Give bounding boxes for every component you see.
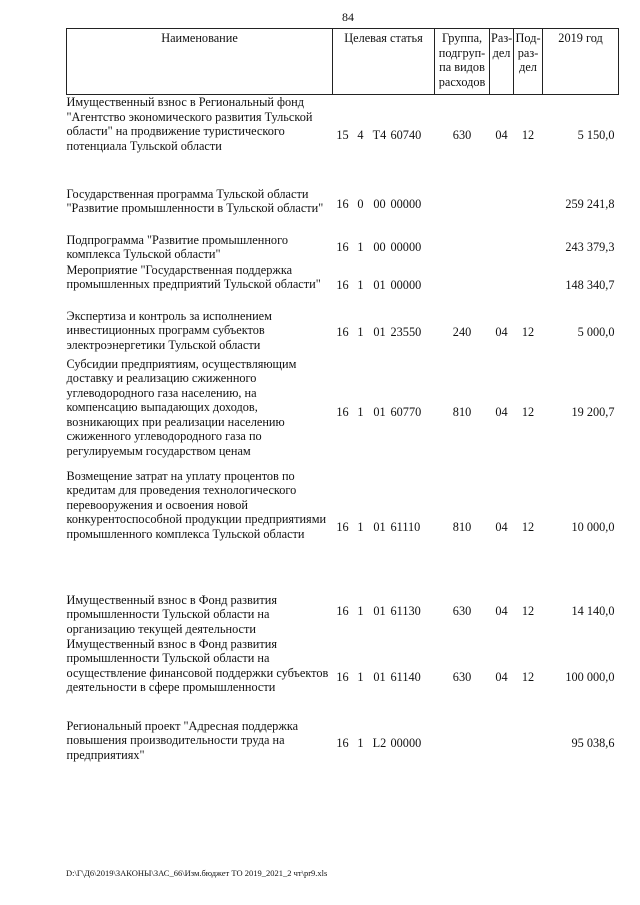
table-header-row bbox=[67, 29, 619, 95]
header-name: Наименование bbox=[67, 29, 333, 95]
row-group: 630 bbox=[452, 670, 472, 685]
row-amount: 14 140,0 bbox=[571, 604, 615, 619]
row-amount: 259 241,8 bbox=[565, 197, 615, 212]
row-code-d: 00000 bbox=[390, 240, 422, 255]
row-code-d: 60740 bbox=[390, 128, 422, 143]
row-code-a: 16 bbox=[336, 736, 349, 751]
row-code-c: 00 bbox=[373, 197, 386, 212]
row-name: Мероприятие "Государственная поддержка промышленных предприятий Тульской области" bbox=[66, 262, 321, 292]
row-amount: 5 000,0 bbox=[577, 325, 615, 340]
row-code-c: 01 bbox=[373, 520, 386, 535]
table-row bbox=[67, 263, 619, 309]
table-row bbox=[67, 719, 619, 769]
row-code-b: 1 bbox=[357, 670, 364, 685]
row-amount: 243 379,3 bbox=[565, 240, 615, 255]
row-subsection: 12 bbox=[521, 325, 535, 340]
row-subsection: 12 bbox=[521, 128, 535, 143]
row-name: Возмещение затрат на уплату процентов по кредитам для проведения технологического перевооружения и освоения новой конкурентоспособной продукции предприятиями промышленного комплекса Тульской области bbox=[66, 468, 327, 541]
table-row bbox=[67, 233, 619, 263]
header-target: Целевая статья bbox=[333, 29, 435, 95]
row-code-a: 16 bbox=[336, 520, 349, 535]
row-group bbox=[435, 233, 490, 263]
row-code-d: 23550 bbox=[390, 325, 422, 340]
row-name: Подпрограмма "Развитие промышленного комплекса Тульской области" bbox=[66, 232, 288, 262]
row-amount: 19 200,7 bbox=[571, 405, 615, 420]
row-code-b: 1 bbox=[357, 240, 364, 255]
row-name: Государственная программа Тульской области "Развитие промышленности в Тульской области" bbox=[66, 186, 324, 216]
row-code-a: 16 bbox=[336, 240, 349, 255]
row-code-d: 00000 bbox=[390, 736, 422, 751]
row-code-b: 1 bbox=[357, 604, 364, 619]
row-code-d: 00000 bbox=[390, 278, 422, 293]
row-section: 04 bbox=[495, 604, 508, 619]
row-code-b: 1 bbox=[357, 736, 364, 751]
row-amount: 100 000,0 bbox=[565, 670, 615, 685]
row-name: Региональный проект "Адресная поддержка повышения производительности труда на предприятиях" bbox=[66, 718, 299, 762]
row-subsection: 12 bbox=[521, 604, 535, 619]
row-code-b: 1 bbox=[357, 278, 364, 293]
row-group: 630 bbox=[452, 604, 472, 619]
row-subsection bbox=[514, 233, 543, 263]
row-code-a: 16 bbox=[336, 325, 349, 340]
row-code-d: 61130 bbox=[390, 604, 421, 619]
row-section: 04 bbox=[495, 405, 508, 420]
row-subsection bbox=[514, 263, 543, 309]
row-code-b: 1 bbox=[357, 405, 364, 420]
row-section: 04 bbox=[495, 670, 508, 685]
header-subsection: Под-раз-дел bbox=[514, 29, 543, 95]
table-row bbox=[67, 357, 619, 469]
table-row bbox=[67, 309, 619, 357]
row-subsection bbox=[514, 177, 543, 233]
row-section: 04 bbox=[495, 128, 508, 143]
row-code-c: 01 bbox=[373, 604, 386, 619]
row-code-a: 15 bbox=[336, 128, 349, 143]
row-code-c: 00 bbox=[373, 240, 386, 255]
row-name: Имущественный взнос в Фонд развития промышленности Тульской области на организацию текущей деятельности bbox=[66, 592, 277, 636]
row-code-b: 1 bbox=[357, 325, 364, 340]
row-amount: 5 150,0 bbox=[577, 128, 615, 143]
row-name: Экспертиза и контроль за исполнением инвестиционных программ субъектов электроэнергетики Тульской области bbox=[66, 308, 272, 352]
row-code-d: 00000 bbox=[390, 197, 422, 212]
row-code-a: 16 bbox=[336, 278, 349, 293]
row-group bbox=[435, 177, 490, 233]
row-code-a: 16 bbox=[336, 405, 349, 420]
row-group: 240 bbox=[452, 325, 472, 340]
row-subsection: 12 bbox=[521, 520, 535, 535]
budget-table bbox=[66, 28, 619, 769]
row-amount: 95 038,6 bbox=[571, 736, 615, 751]
row-name: Имущественный взнос в Фонд развития промышленности Тульской области на осуществление финансовой поддержки субъектов деятельности в сфере промышленности bbox=[66, 636, 329, 695]
row-group bbox=[435, 263, 490, 309]
row-amount: 10 000,0 bbox=[571, 520, 615, 535]
row-subsection bbox=[514, 719, 543, 769]
row-group bbox=[435, 719, 490, 769]
table-row bbox=[67, 587, 619, 637]
row-code-c: 01 bbox=[373, 278, 386, 293]
row-code-c: 01 bbox=[373, 670, 386, 685]
row-code-c: 01 bbox=[373, 325, 386, 340]
row-code-a: 16 bbox=[336, 197, 349, 212]
row-group: 630 bbox=[452, 128, 472, 143]
row-code-d: 60770 bbox=[390, 405, 422, 420]
table-row bbox=[67, 637, 619, 719]
file-path-footer: D:\Г\Д6\2019\ЗАКОНЫ\ЗАС_66\Изм.бюджет ТО 2019_2021_2 чт\pr9.xls bbox=[66, 868, 328, 878]
row-code-a: 16 bbox=[336, 670, 349, 685]
row-code-d: 61110 bbox=[390, 520, 421, 535]
row-subsection: 12 bbox=[521, 670, 535, 685]
table-row bbox=[67, 95, 619, 177]
row-section bbox=[490, 263, 514, 309]
row-section: 04 bbox=[495, 520, 508, 535]
row-code-c: L2 bbox=[372, 736, 387, 751]
row-section bbox=[490, 719, 514, 769]
table-row bbox=[67, 469, 619, 587]
row-section bbox=[490, 233, 514, 263]
page-number: 84 bbox=[342, 10, 354, 24]
row-group: 810 bbox=[452, 405, 472, 420]
row-code-c: Т4 bbox=[372, 128, 387, 143]
row-code-c: 01 bbox=[373, 405, 386, 420]
row-amount: 148 340,7 bbox=[565, 278, 615, 293]
row-code-b: 0 bbox=[357, 197, 364, 212]
row-code-b: 4 bbox=[357, 128, 364, 143]
table-row bbox=[67, 177, 619, 233]
row-name: Субсидии предприятиям, осуществляющим доставку и реализацию сжиженного углеводородного газа населению, на компенсацию выпадающих доходов, возникающих при реализации населению сжиженного углеводородного газа по регулируемым государством ценам bbox=[66, 356, 297, 459]
row-section: 04 bbox=[495, 325, 508, 340]
header-year: 2019 год bbox=[543, 29, 619, 95]
header-section: Раз-дел bbox=[490, 29, 514, 95]
row-subsection: 12 bbox=[521, 405, 535, 420]
row-section bbox=[490, 177, 514, 233]
row-name: Имущественный взнос в Региональный фонд "Агентство экономического развития Тульской области" на продвижение туристического потенциала Тульской области bbox=[66, 95, 313, 153]
header-group: Группа, подгруп-па видов расходов bbox=[435, 29, 490, 95]
row-code-d: 61140 bbox=[390, 670, 421, 685]
row-code-a: 16 bbox=[336, 604, 349, 619]
row-code-b: 1 bbox=[357, 520, 364, 535]
row-group: 810 bbox=[452, 520, 472, 535]
